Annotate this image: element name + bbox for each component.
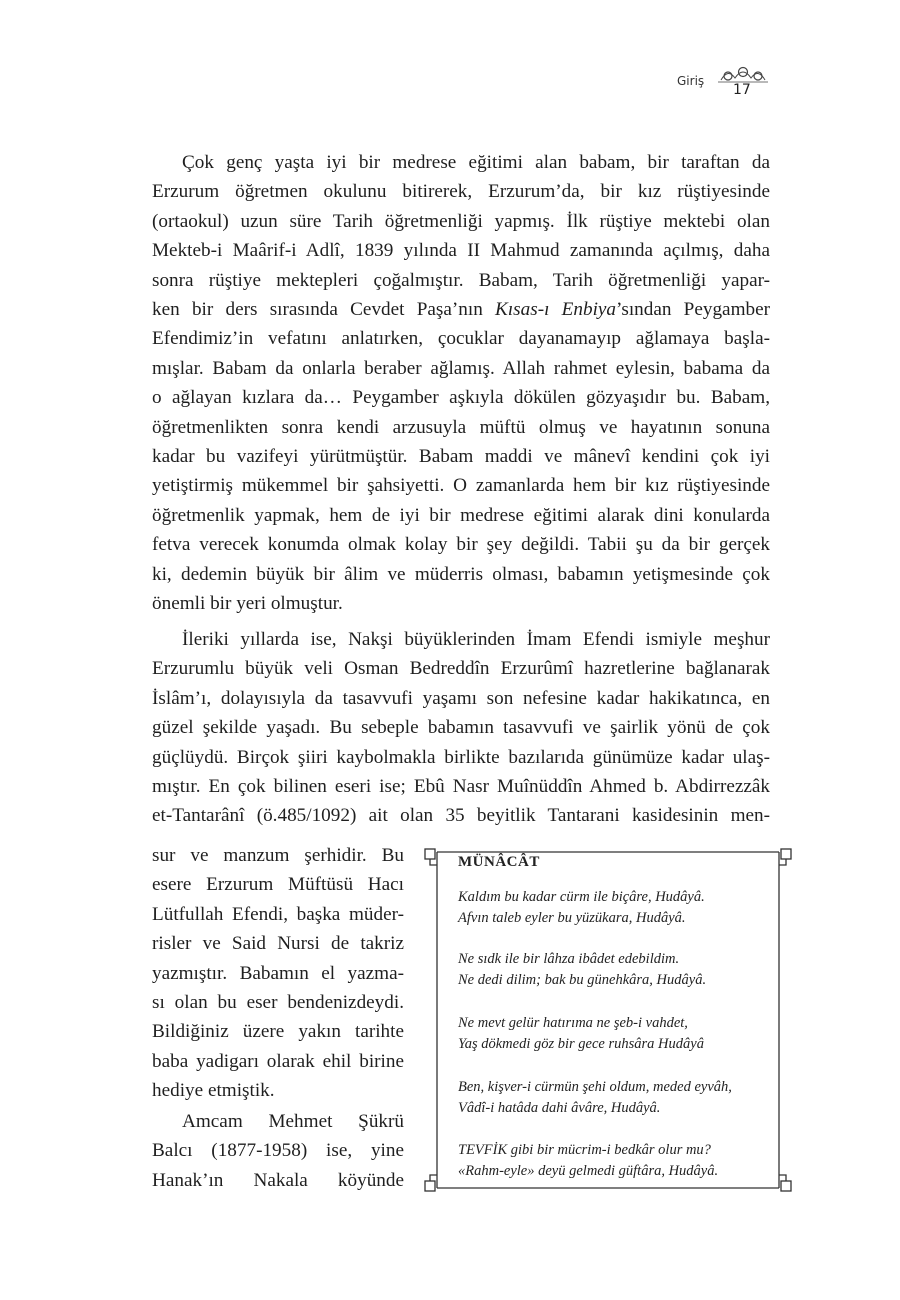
text-line: baba yadigarı olarak ehil birine [152, 1050, 404, 1072]
poem-stanza [458, 1077, 732, 1119]
text-segment: ken bir ders sırasında Cevdet Paşa’nın [152, 299, 496, 321]
poem-verse: Yaş dökmedi göz bir gece ruhsâra Hudâyâ [458, 1036, 704, 1052]
text-line: sonra rüştiye mektepleri çoğalmıştır. Babam, Tarih öğretmenliği yapar- [152, 269, 770, 291]
text-line: hediye etmiştik. [152, 1080, 275, 1102]
text-line: et-Tantarânî (ö.485/1092) ait olan 35 beyitlik Tantarani kasidesinin men- [152, 805, 770, 827]
poem-title: MÜNÂCÂT [458, 854, 540, 870]
text-line: Mekteb-i Maârif-i Adlî, 1839 yılında II Mahmud zamanında açılmış, daha [152, 240, 770, 262]
text-segment: ’sından Peygamber [616, 299, 770, 321]
paragraph-4 [152, 1107, 404, 1195]
poem-stanza [458, 1140, 718, 1182]
text-line: İslâm’ı, dolayısıyla da tasavvufi yaşamı son nefesine kadar hakikatınca, en [152, 687, 770, 709]
page-number: 17 [733, 82, 751, 98]
text-line: önemli bir yeri olmuştur. [152, 593, 343, 615]
paragraph-1 [152, 148, 770, 619]
paragraph-2 [152, 625, 770, 831]
text-line: mışlar. Babam da onlarla beraber ağlamış. Allah rahmet eylesin, babama da [152, 357, 770, 379]
text-line: Erzurumlu büyük veli Osman Bedreddîn Erzurûmî hazretlerine bağlanarak [152, 658, 770, 680]
running-head: Giriş [677, 74, 705, 88]
text-line: Efendimiz’in vefatını anlatırken, çocuklar dayanamayıp ağlamaya başla- [152, 328, 770, 350]
poem-verse: TEVFİK gibi bir mücrim-i bedkâr olur mu? [458, 1142, 711, 1158]
poem-verse: Ne mevt gelür hatırıma ne şeb-i vahdet, [458, 1015, 688, 1031]
poem-stanza [458, 1013, 704, 1055]
poem-verse: «Rahm-eyle» deyü gelmedi güftâra, Hudâyâ. [458, 1163, 719, 1179]
text-line: Hanak’ın Nakala köyünde [152, 1169, 404, 1191]
text-line: (ortaokul) uzun süre Tarih öğretmenliği yapmış. İlk rüştiye mektebi olan [152, 210, 770, 232]
poem-verse: Afvın taleb eyler bu yüzükara, Hudâyâ. [458, 910, 686, 926]
text-line: yazmıştır. Babamın el yazma- [152, 962, 404, 984]
text-line: öğretmenlikten sonra kendi arzusuyla müftü olmuş ve hayatının sonuna [152, 416, 770, 438]
text-line: sı olan bu eser bendenizdeydi. [152, 992, 404, 1014]
text-line: Bildiğiniz üzere yakın tarihte [152, 1021, 404, 1043]
text-line: yetiştirmiş mükemmel bir şahsiyetti. O zamanlarda hem bir kız rüştiyesinde [152, 475, 770, 497]
text-line: mıştır. En çok bilinen eseri ise; Ebû Nasr Muînüddîn Ahmed b. Abdirrezzâk [152, 776, 770, 798]
text-line: Balcı (1877-1958) ise, yine [152, 1140, 404, 1162]
text-line: Çok genç yaşta iyi bir medrese eğitimi alan babam, bir taraftan da [182, 152, 770, 173]
paragraph-3 [152, 841, 404, 1106]
poem-verse: Kaldım bu kadar cürm ile biçâre, Hudâyâ. [458, 889, 705, 905]
text-line: İleriki yıllarda ise, Nakşi büyüklerinden İmam Efendi ismiyle meşhur [182, 629, 770, 650]
text-line: risler ve Said Nursi de takriz [152, 933, 404, 955]
text-line: ki, dedemin büyük bir âlim ve müderris olması, babamın yetişmesinde çok [152, 563, 770, 585]
text-line: güzel şekilde yaşadı. Bu sebeple babamın tasavvufi ve şairlik yönü de çok [152, 717, 770, 739]
text-line: o ağlayan kızlara da… Peygamber aşkıyla dökülen gözyaşıdır bu. Babam, [152, 387, 770, 409]
floral-ornament-icon [718, 64, 768, 84]
book-title: Kısas-ı Enbiya [495, 299, 617, 321]
poem-verse: Vâdî-i hatâda dahi âvâre, Hudâyâ. [458, 1100, 661, 1116]
poem-verse: Ne dedi dilim; bak bu günehkâra, Hudâyâ. [458, 972, 707, 988]
poem-stanza [458, 887, 705, 929]
text-line: esere Erzurum Müftüsü Hacı [152, 874, 404, 896]
poem-box [423, 845, 793, 1195]
text-line: fetva verecek konumda olmak kolay bir şey değildi. Tabii şu da bir gerçek [152, 534, 770, 556]
poem-verse: Ne sıdk ile bir lâhza ibâdet edebildim. [458, 951, 680, 967]
text-line: güçlüydü. Birçok şiiri kaybolmakla birlikte bazılarıda günümüze kadar ulaş- [152, 746, 770, 768]
poem-verse: Ben, kişver-i cürmün şehi oldum, meded eyvâh, [458, 1079, 732, 1095]
text-line: öğretmenlik yapmak, hem de iyi bir medrese eğitimi alarak dini konularda [152, 504, 770, 526]
text-line: Erzurum öğretmen okulunu bitirerek, Erzurum’da, bir kız rüştiyesinde [152, 181, 770, 203]
poem-stanza [458, 949, 706, 991]
text-line: sur ve manzum şerhidir. Bu [152, 845, 404, 866]
text-line: Lütfullah Efendi, başka müder- [152, 903, 404, 925]
text-line: Amcam Mehmet Şükrü [182, 1111, 404, 1132]
text-line: kadar bu vazifeyi yürütmüştür. Babam maddi ve mânevî kendini çok iyi [152, 446, 770, 468]
text-line [152, 295, 770, 324]
